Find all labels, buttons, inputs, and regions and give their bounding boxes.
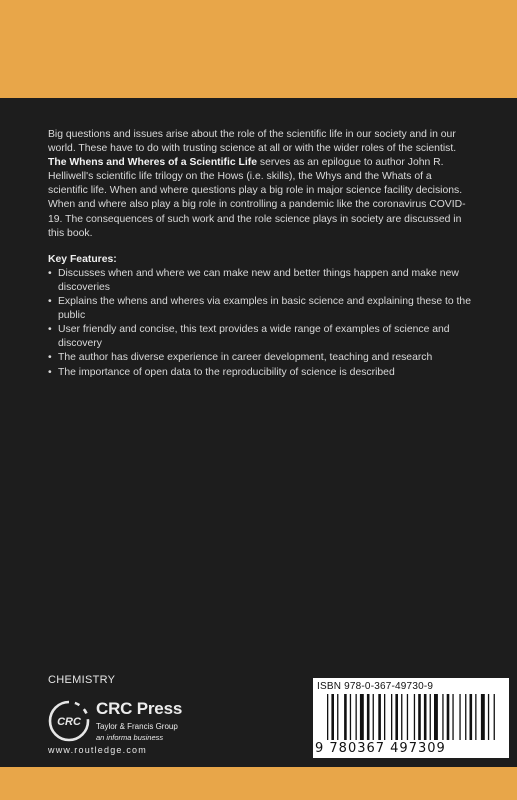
barcode-bar bbox=[494, 694, 495, 740]
barcode-bar bbox=[424, 694, 427, 740]
barcode-bar bbox=[414, 694, 415, 740]
subject-category: CHEMISTRY bbox=[48, 674, 116, 686]
barcode-bar bbox=[331, 694, 334, 740]
barcode-bar bbox=[470, 694, 473, 740]
publisher-block bbox=[96, 699, 182, 742]
key-features-list bbox=[48, 267, 474, 380]
barcode-bar bbox=[356, 694, 357, 740]
book-title: The Whens and Wheres of a Scientific Life bbox=[48, 157, 257, 169]
barcode-bar bbox=[465, 694, 466, 740]
back-cover-text bbox=[48, 128, 474, 380]
barcode-bar bbox=[418, 694, 421, 740]
barcode-bar bbox=[401, 694, 402, 740]
publisher-business: an informa business bbox=[96, 733, 164, 742]
feature-item: • User friendly and concise, this text provides a wide range of examples of science and discovery bbox=[48, 323, 474, 351]
barcode-bar bbox=[475, 694, 476, 740]
barcode-bar bbox=[367, 694, 370, 740]
barcode-bar bbox=[407, 694, 408, 740]
barcode-bar bbox=[337, 694, 338, 740]
barcode-bar bbox=[459, 694, 460, 740]
barcode-bar bbox=[434, 694, 438, 740]
feature-item: • The author has diverse experience in career development, teaching and research bbox=[48, 351, 474, 365]
barcode-bar bbox=[442, 694, 443, 740]
barcode-digits: 9 780367 497309 bbox=[315, 741, 446, 756]
isbn-number: ISBN 978-0-367-49730-9 bbox=[317, 681, 434, 692]
crc-press-logo-icon bbox=[48, 700, 90, 742]
barcode-icon bbox=[327, 694, 499, 740]
barcode-bar bbox=[430, 694, 431, 740]
barcode-bar bbox=[360, 694, 364, 740]
barcode-bar bbox=[378, 694, 381, 740]
barcode-bar bbox=[488, 694, 489, 740]
barcode-bar bbox=[350, 694, 351, 740]
barcode-bar bbox=[481, 694, 485, 740]
barcode-bar bbox=[391, 694, 392, 740]
bottom-color-band bbox=[0, 767, 517, 800]
barcode-bar bbox=[384, 694, 385, 740]
feature-item: • Discusses when and where we can make new and better things happen and make new discoveries bbox=[48, 267, 474, 295]
feature-item: • Explains the whens and wheres via examples in basic science and explaining these to the public bbox=[48, 295, 474, 323]
barcode-bar bbox=[344, 694, 347, 740]
barcode-bar bbox=[373, 694, 374, 740]
publisher-name: CRC Press bbox=[96, 699, 183, 718]
feature-item: • The importance of open data to the reproducibility of science is described bbox=[48, 366, 474, 380]
barcode-bar bbox=[447, 694, 450, 740]
top-color-band bbox=[0, 0, 517, 98]
description-paragraph bbox=[48, 128, 474, 241]
publisher-group: Taylor & Francis Group bbox=[96, 722, 178, 731]
intro-text-continued: serves as an epilogue to author John R. Helliwell's scientific life trilogy on the Hows (i.e. skills), the Whys and the Whats of a scientific life. When and where questions play a big role in major science facility decisions. When and where also play a big role in controlling a pandemic like the coronavirus COVID-19. The consequences of such work and the role science plays in society are discussed in this book. bbox=[48, 157, 466, 239]
key-features-heading: Key Features: bbox=[48, 253, 117, 265]
barcode-bar bbox=[327, 694, 328, 740]
barcode-bar bbox=[395, 694, 398, 740]
barcode-bar bbox=[452, 694, 453, 740]
publisher-website: www.routledge.com bbox=[48, 745, 147, 755]
intro-text: Big questions and issues arise about the role of the scientific life in our society and in our world. These have to do with trusting science at all or with the wider roles of the scientist. bbox=[48, 129, 457, 155]
logo-lettering: CRC bbox=[57, 716, 81, 728]
isbn-barcode-box bbox=[313, 678, 509, 758]
